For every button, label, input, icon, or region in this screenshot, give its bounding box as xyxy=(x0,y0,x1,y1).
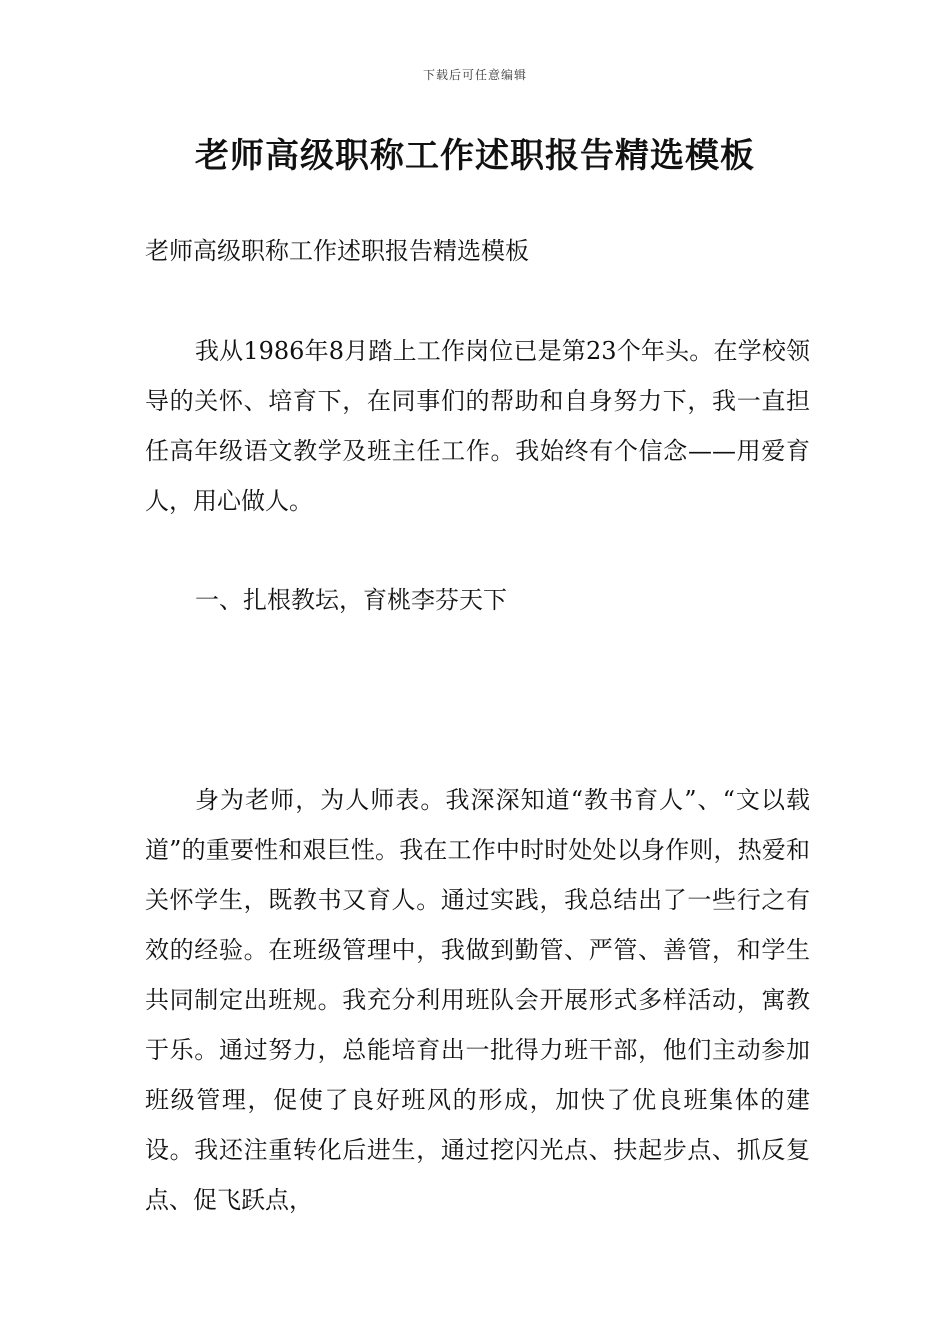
document-title: 老师高级职称工作述职报告精选模板 xyxy=(195,136,755,176)
section-heading-1: 一、扎根教坛，育桃李芬天下 xyxy=(195,586,507,614)
document-subtitle: 老师高级职称工作述职报告精选模板 xyxy=(145,237,529,265)
paragraph-2: 身为老师，为人师表。我深深知道“教书育人”、“文以载道”的重要性和艰巨性。我在工作中时时处处以身作则，热爱和关怀学生，既教书又育人。通过实践，我总结出了一些行之有效的经验。在班级管理中，我做到勤管、严管、善管，和学生共同制定出班规。我充分利用班队会开展形式多样活动，寓教于乐。通过努力，总能培育出一批得力班干部，他们主动参加班级管理，促使了良好班风的形成，加快了优良班集体的建设。我还注重转化后进生，通过挖闪光点、扶起步点、抓反复点、促飞跃点， xyxy=(145,786,810,1214)
header-note: 下载后可任意编辑 xyxy=(422,68,527,82)
paragraph-1: 我从1986年8月踏上工作岗位已是第23个年头。在学校领导的关怀、培育下，在同事们的帮助和自身努力下，我一直担任高年级语文教学及班主任工作。我始终有个信念——用爱育人，用心做人。 xyxy=(145,337,810,515)
